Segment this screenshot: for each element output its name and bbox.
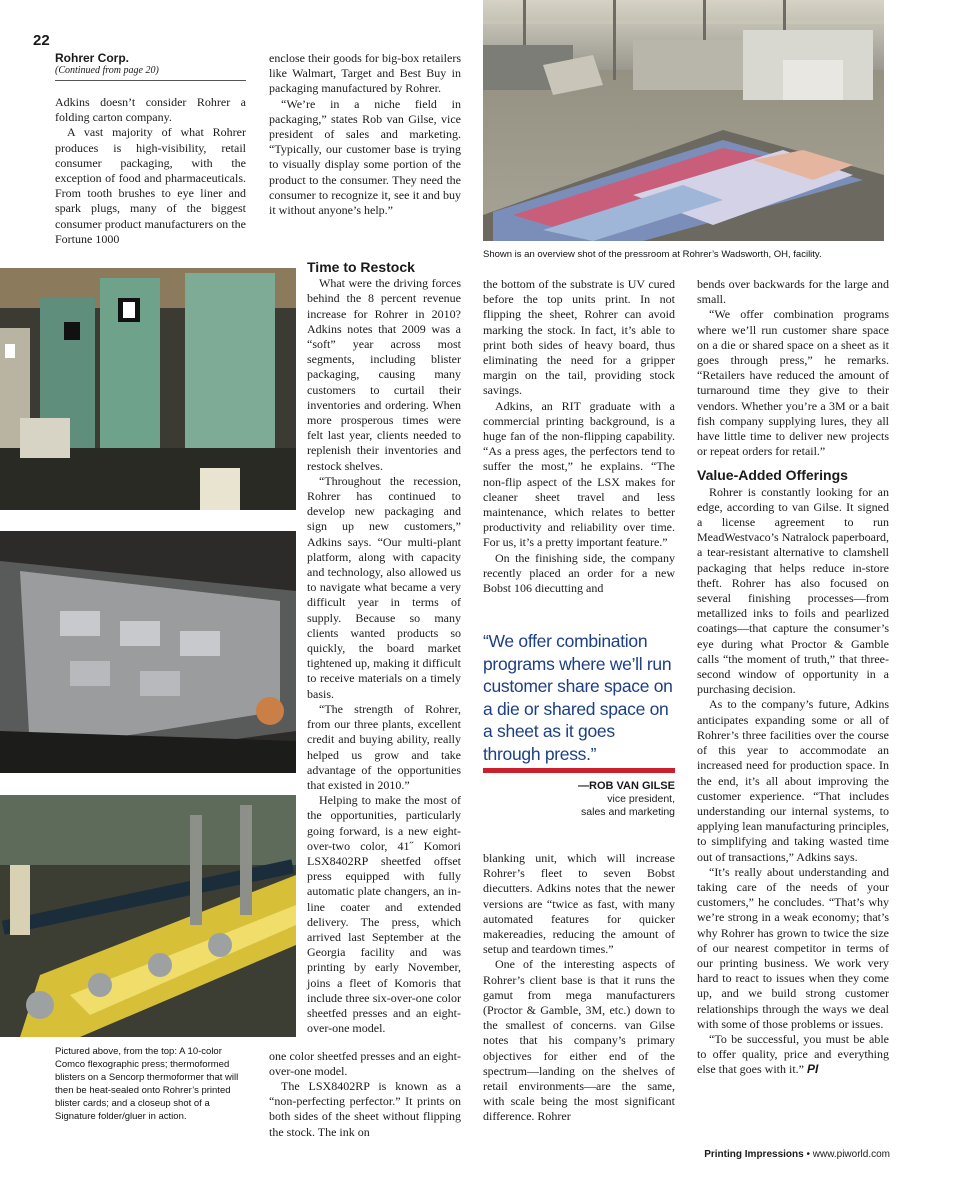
flexographic-press-photo <box>0 268 296 510</box>
folder-gluer-photo <box>0 795 296 1037</box>
paragraph: On the finishing side, the company recently placed an order for a new Bobst 106 diecutting and <box>483 550 675 596</box>
attribution-title: vice president, <box>607 793 675 805</box>
paragraph: Adkins, an RIT graduate with a commercial printing background, is a huge fan of the non-flipping capability. “As a press ages, the perfectors tend to suffer the most,” he explains. “The non-flip aspect of the LSX makes for cleaner sheet travel and less maintenance, which relates to better productivity and reliability over time. For us, it’s a pretty important feature.” <box>483 398 675 550</box>
paragraph: What were the driving forces behind the 8 percent revenue increase for Rohrer in 2010? Adkins notes that 2009 was a “soft” year across most segments, including blister packaging, causing many customers to curtail their inventories and ordering. When more prosperous times were felt last year, clients needed to replenish their inventories and restock shelves. <box>307 276 461 473</box>
column-2-final-text <box>269 1079 461 1140</box>
attribution-title: sales and marketing <box>581 806 675 818</box>
section-heading: Time to Restock <box>307 259 415 275</box>
column-3-top-text <box>483 277 675 596</box>
company-name: Rohrer Corp. <box>55 51 130 65</box>
paragraph: “We’re in a niche field in packaging,” states Rob van Gilse, vice president of sales and marketing. “Typically, our customer base is trying to visually display some portion of the product to the consumer. They need the consumer to recognize it, see it and buy it without anyone’s help.” <box>269 96 461 218</box>
paragraph: One of the interesting aspects of Rohrer’s client base is that it runs the gamut from mega manufacturers (Proctor & Gamble, 3M, etc.) down to the smallest of concerns. van Gilse notes that his company’s primary objectives for either end of the spectrum—landing on the shelves of retail environments—are the same, with scale being the most significant difference. Rohrer <box>483 957 675 1124</box>
footer-url[interactable]: www.piworld.com <box>812 1149 890 1160</box>
paragraph: As to the company’s future, Adkins anticipates expanding some or all of Rohrer’s three facilities over the course of this year to accommodate an increased need for production space. In the end, it’s all about improving the customer experience. “That includes understanding our internal systems, to applying lean manufacturing principles, to simplifying and taking wasted time out of transactions,” Adkins says. <box>697 697 889 864</box>
column-1-text <box>55 95 246 247</box>
time-to-restock-section <box>307 260 461 1036</box>
paragraph-continued: one color sheetfed presses and an eight-over-one model. <box>269 1049 461 1079</box>
column-2-bottom-text <box>269 1049 461 1079</box>
paragraph: A vast majority of what Rohrer produces is high-visibility, retail consumer packaging, with the exception of food and pharmaceuticals. From tooth brushes to eye liner and spark plugs, many of the biggest consumer product manufacturers on the Fortune 1000 <box>55 125 246 246</box>
page-number: 22 <box>33 32 50 49</box>
closing-quote: “To be successful, you must be able to offer quality, price and everything else that goes with it.” <box>697 1031 889 1077</box>
section-heading: Value-Added Offerings <box>697 467 848 484</box>
pressroom-caption: Shown is an overview shot of the pressroom at Rohrer’s Wadsworth, OH, facility. <box>483 249 822 260</box>
paragraph: Rohrer is constantly looking for an edge, according to van Gilse. It signed a license agreement to run MeadWestvaco’s Natralock paperboard, a tear-resistant alternative to clamshell packaging that helps reduce in-store theft. Rohrer has also focused on several finishing processes—from metallized inks to foils and pearlized coatings—that capture the consumer’s eye during what Proctor & Gamble calls “the moment of truth,” that three-second window of opportunity in a purchasing decision. <box>697 484 889 697</box>
paragraph: enclose their goods for big-box retailers like Walmart, Target and Best Buy in packaging manufactured by Rohrer. <box>269 51 461 96</box>
footer-separator: • <box>803 1149 813 1160</box>
paragraph: Adkins doesn’t consider Rohrer a folding carton company. <box>55 95 246 125</box>
paragraph <box>697 1032 889 1078</box>
header-rule <box>55 80 246 81</box>
paragraph: “It’s really about understanding and taking care of the needs of your customers,” he concludes. “That’s why we’re strong in a weak economy; that’s why Rohrer has grown to twice the size of our nearest competitor in terms of our printing business. We work very hard to react to issues when they come up, and we build strong customer relationships through the ways we deal with some of those problems or issues. <box>697 864 889 1031</box>
paragraph: blanking unit, which will increase Rohrer’s fleet to seven Bobst diecutters. Adkins notes that the newer versions are “twice as fast, with many automated features for quicker makereadies, reducing the amount of setup and teardown times.” <box>483 851 675 957</box>
column-3-bottom-text <box>483 851 675 1125</box>
column-2-top-text <box>269 51 461 218</box>
paragraph: The LSX8402RP is known as a “non-perfecting perfector.” It prints on both sides of the sheet without flipping the stock. The ink on <box>269 1079 461 1139</box>
paragraph: “We offer combination programs where we’ll run customer share space on a die or shared space on a sheet as it goes through press,” he remarks. “Retailers have reduced the amount of turnaround time they give to their vendors. Whether you’re a 3M or a bait fish company supplying lures, they all have little time to deliver new projects or repeat orders for retail.” <box>697 307 889 459</box>
paragraph: the bottom of the substrate is UV cured before the top units print. In not flipping the sheet, Rohrer can avoid marking the stock. In fact, it’s able to print both sides of heavy board, thus eliminating the need for a gripper margin on the tail, providing stock savings. <box>483 277 675 398</box>
continued-note: (Continued from page 20) <box>55 65 159 76</box>
end-mark: PI <box>806 1062 819 1077</box>
paragraph: Helping to make the most of the opportunities, particularly going forward, is a new eight-over-two color, 41˝ Komori LSX8402RP sheetfed offset press equipped with fully automatic plate changers, an in-line coater and extended delivery. The press, which arrived last September at the Georgia facility and was printing by early November, joins a fleet of Komoris that include three six-over-one color sheetfed presses and an eight-over-one model. <box>307 793 461 1036</box>
pull-quote-rule <box>483 768 675 773</box>
attribution-name: —ROB VAN GILSE <box>578 780 675 792</box>
pressroom-photo <box>483 0 884 241</box>
paragraph: bends over backwards for the large and small. <box>697 277 889 307</box>
paragraph: “Throughout the recession, Rohrer has continued to develop new packaging and sign up new customers,” Adkins says. “Our multi-plant platform, along with capacity and technology, also allowed us to navigate what became a very difficult year in terms of supply. Because so many clients wanted products so quickly, the board market tightened up, making it difficult to receive materials on a timely basis. <box>307 473 461 701</box>
left-photos-caption: Pictured above, from the top: A 10-color Comco flexographic press; thermoformed blisters on a Sencorp thermoformer that will then be heat-sealed onto Rohrer’s printed blister cards; and a closeup shot of a Signature folder/gluer in action. <box>55 1046 239 1122</box>
page-footer <box>704 1149 890 1160</box>
pull-quote: “We offer combination programs where we’ll run customer share space on a die or shared space on a sheet as it goes through press.” <box>483 631 673 764</box>
pull-quote-attribution <box>483 780 675 819</box>
paragraph: “The strength of Rohrer, from our three plants, excellent credit and buying ability, really helped us grow and take advantage of the opportunities that existed in 2010.” <box>307 701 461 792</box>
thermoformed-blisters-photo <box>0 531 296 773</box>
magazine-name: Printing Impressions <box>704 1149 804 1160</box>
column-4-text <box>697 277 889 1078</box>
